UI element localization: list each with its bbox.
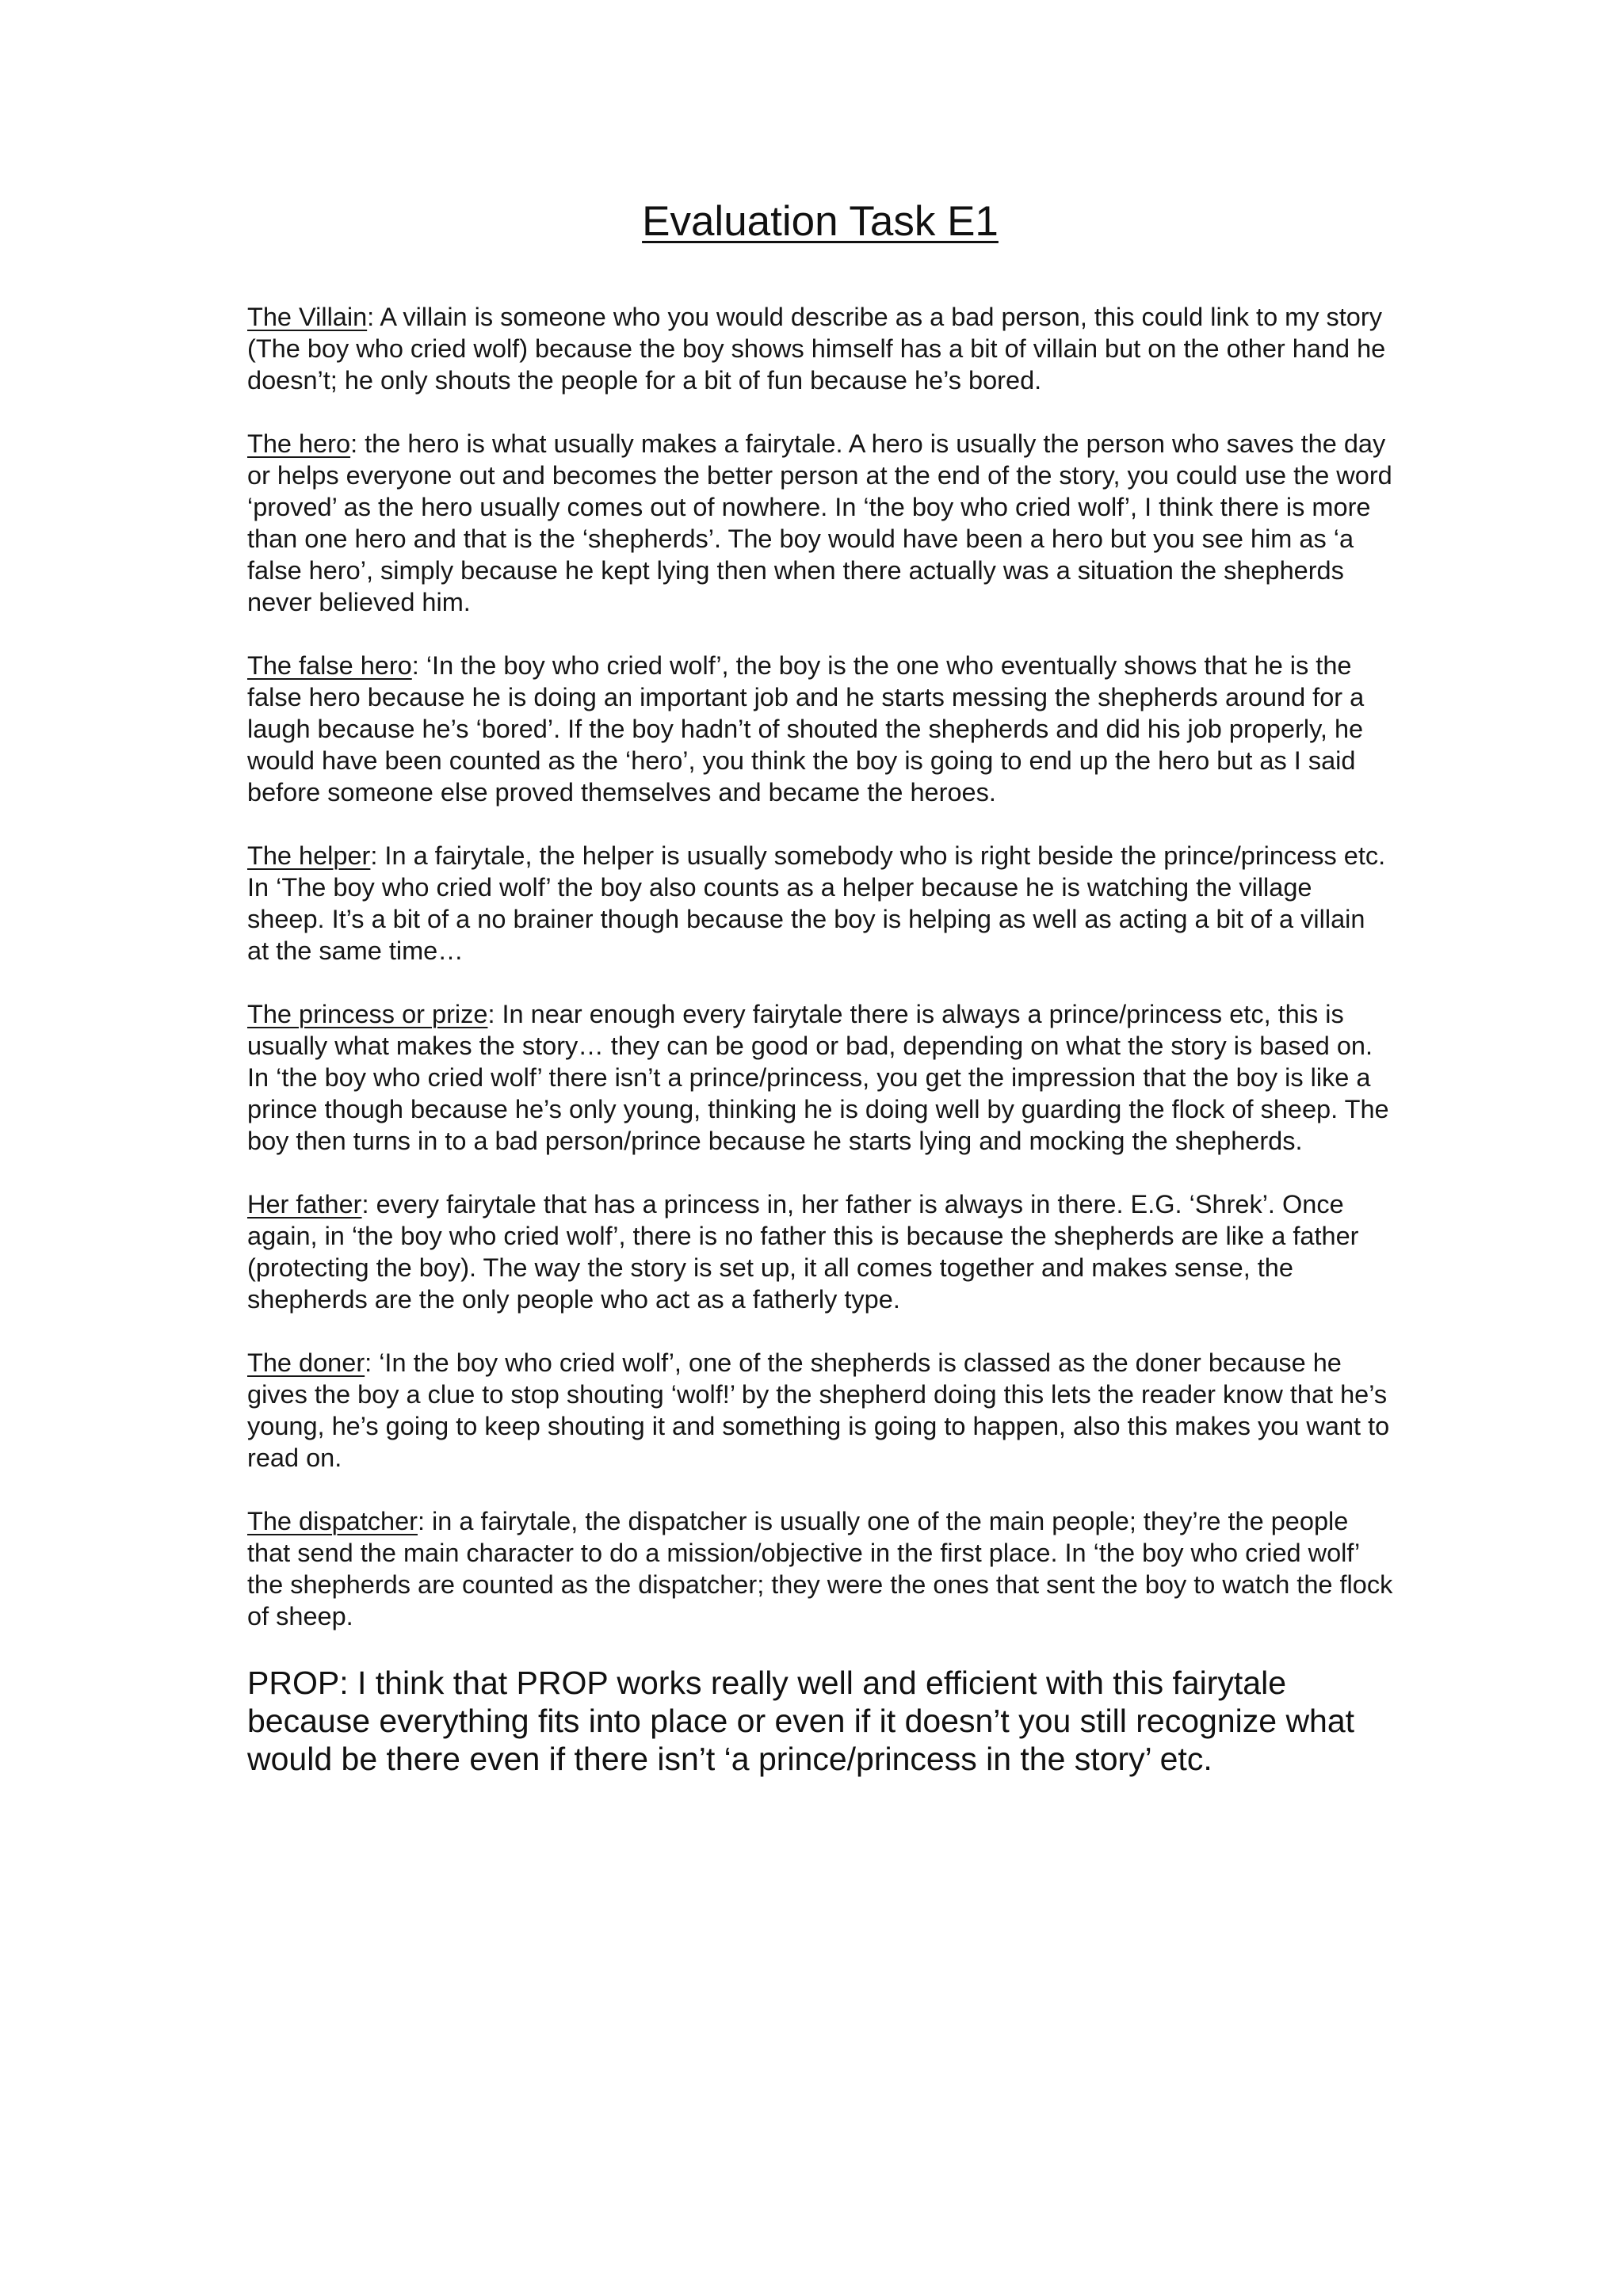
section-villain — [247, 301, 1393, 396]
section-text: : In a fairytale, the helper is usually somebody who is right beside the prince/princess etc. In ‘The boy who cried wolf’ the boy also counts as a helper because he is watching the village sheep. It’s a bit of a no brainer though because the boy is helping as well as acting a bit of a villain at the same time… — [247, 841, 1386, 965]
section-false-hero — [247, 650, 1393, 808]
prop-conclusion: PROP: I think that PROP works really well and efficient with this fairytale because everything fits into place or even if it doesn’t you still recognize what would be there even if there isn’t ‘a prince/princess in the story’ etc. — [247, 1665, 1355, 1777]
page-title: Evaluation Task E1 — [642, 198, 999, 245]
section-her-father — [247, 1188, 1393, 1315]
section-heading: The doner — [247, 1348, 365, 1377]
section-doner — [247, 1347, 1393, 1474]
section-text: : ‘In the boy who cried wolf’, one of the shepherds is classed as the doner because he gives the boy a clue to stop shouting ‘wolf!’ by the shepherd doing this lets the reader know that he’s young, he’s going to keep shouting it and something is going to happen, also this makes you want to read on. — [247, 1348, 1390, 1472]
section-text: : ‘In the boy who cried wolf’, the boy is the one who eventually shows that he is the false hero because he is doing an important job and he starts messing the shepherds around for a laugh because he’s ‘bored’. If the boy hadn’t of shouted the shepherds and did his job properly, he would have been counted as the ‘hero’, you think the boy is going to end up the hero but as I said before someone else proved themselves and became the heroes. — [247, 651, 1365, 807]
section-heading: The Villain — [247, 303, 368, 331]
section-hero — [247, 428, 1393, 618]
section-heading: The helper — [247, 841, 371, 870]
section-heading: The dispatcher — [247, 1507, 418, 1535]
section-helper — [247, 840, 1393, 967]
section-heading: Her father — [247, 1190, 362, 1219]
section-heading: The false hero — [247, 651, 412, 680]
section-text: : in a fairytale, the dispatcher is usually one of the main people; they’re the people that send the main character to do a mission/objective in the first place. In ‘the boy who cried wolf’ the shepherds are counted as the dispatcher; they were the ones that sent the boy to watch the flock of sheep. — [247, 1507, 1393, 1630]
section-dispatcher — [247, 1505, 1393, 1632]
section-princess-or-prize — [247, 998, 1393, 1157]
section-text: : A villain is someone who you would describe as a bad person, this could link to my story (The boy who cried wolf) because the boy shows himself has a bit of villain but on the other hand he doesn’t; he only shouts the people for a bit of fun because he’s bored. — [247, 303, 1386, 395]
section-text: : In near enough every fairytale there is always a prince/princess etc, this is usually what makes the story… they can be good or bad, depending on what the story is based on. In ‘the boy who cried wolf’ there isn’t a prince/princess, you get the impression that the boy is like a prince though because he’s only young, thinking he is doing well by guarding the flock of sheep. The boy then turns in to a bad person/prince because he starts lying and mocking the shepherds. — [247, 1000, 1389, 1155]
section-text: : the hero is what usually makes a fairytale. A hero is usually the person who saves the day or helps everyone out and becomes the better person at the end of the story, you could use the word ‘proved’ as the hero usually comes out of nowhere. In ‘the boy who cried wolf’, I think there is more than one hero and that is the ‘shepherds’. The boy would have been a hero but you see him as ‘a false hero’, simply because he kept lying then when there actually was a situation the shepherds never believed him. — [247, 429, 1392, 616]
section-text: : every fairytale that has a princess in, her father is always in there. E.G. ‘Shrek’. Once again, in ‘the boy who cried wolf’, there is no father this is because the shepherds are like a father (protecting the boy). The way the story is set up, it all comes together and makes sense, the shepherds are the only people who act as a fatherly type. — [247, 1190, 1359, 1314]
section-heading: The princess or prize — [247, 1000, 488, 1028]
document-page — [247, 189, 1393, 1778]
section-heading: The hero — [247, 429, 351, 458]
